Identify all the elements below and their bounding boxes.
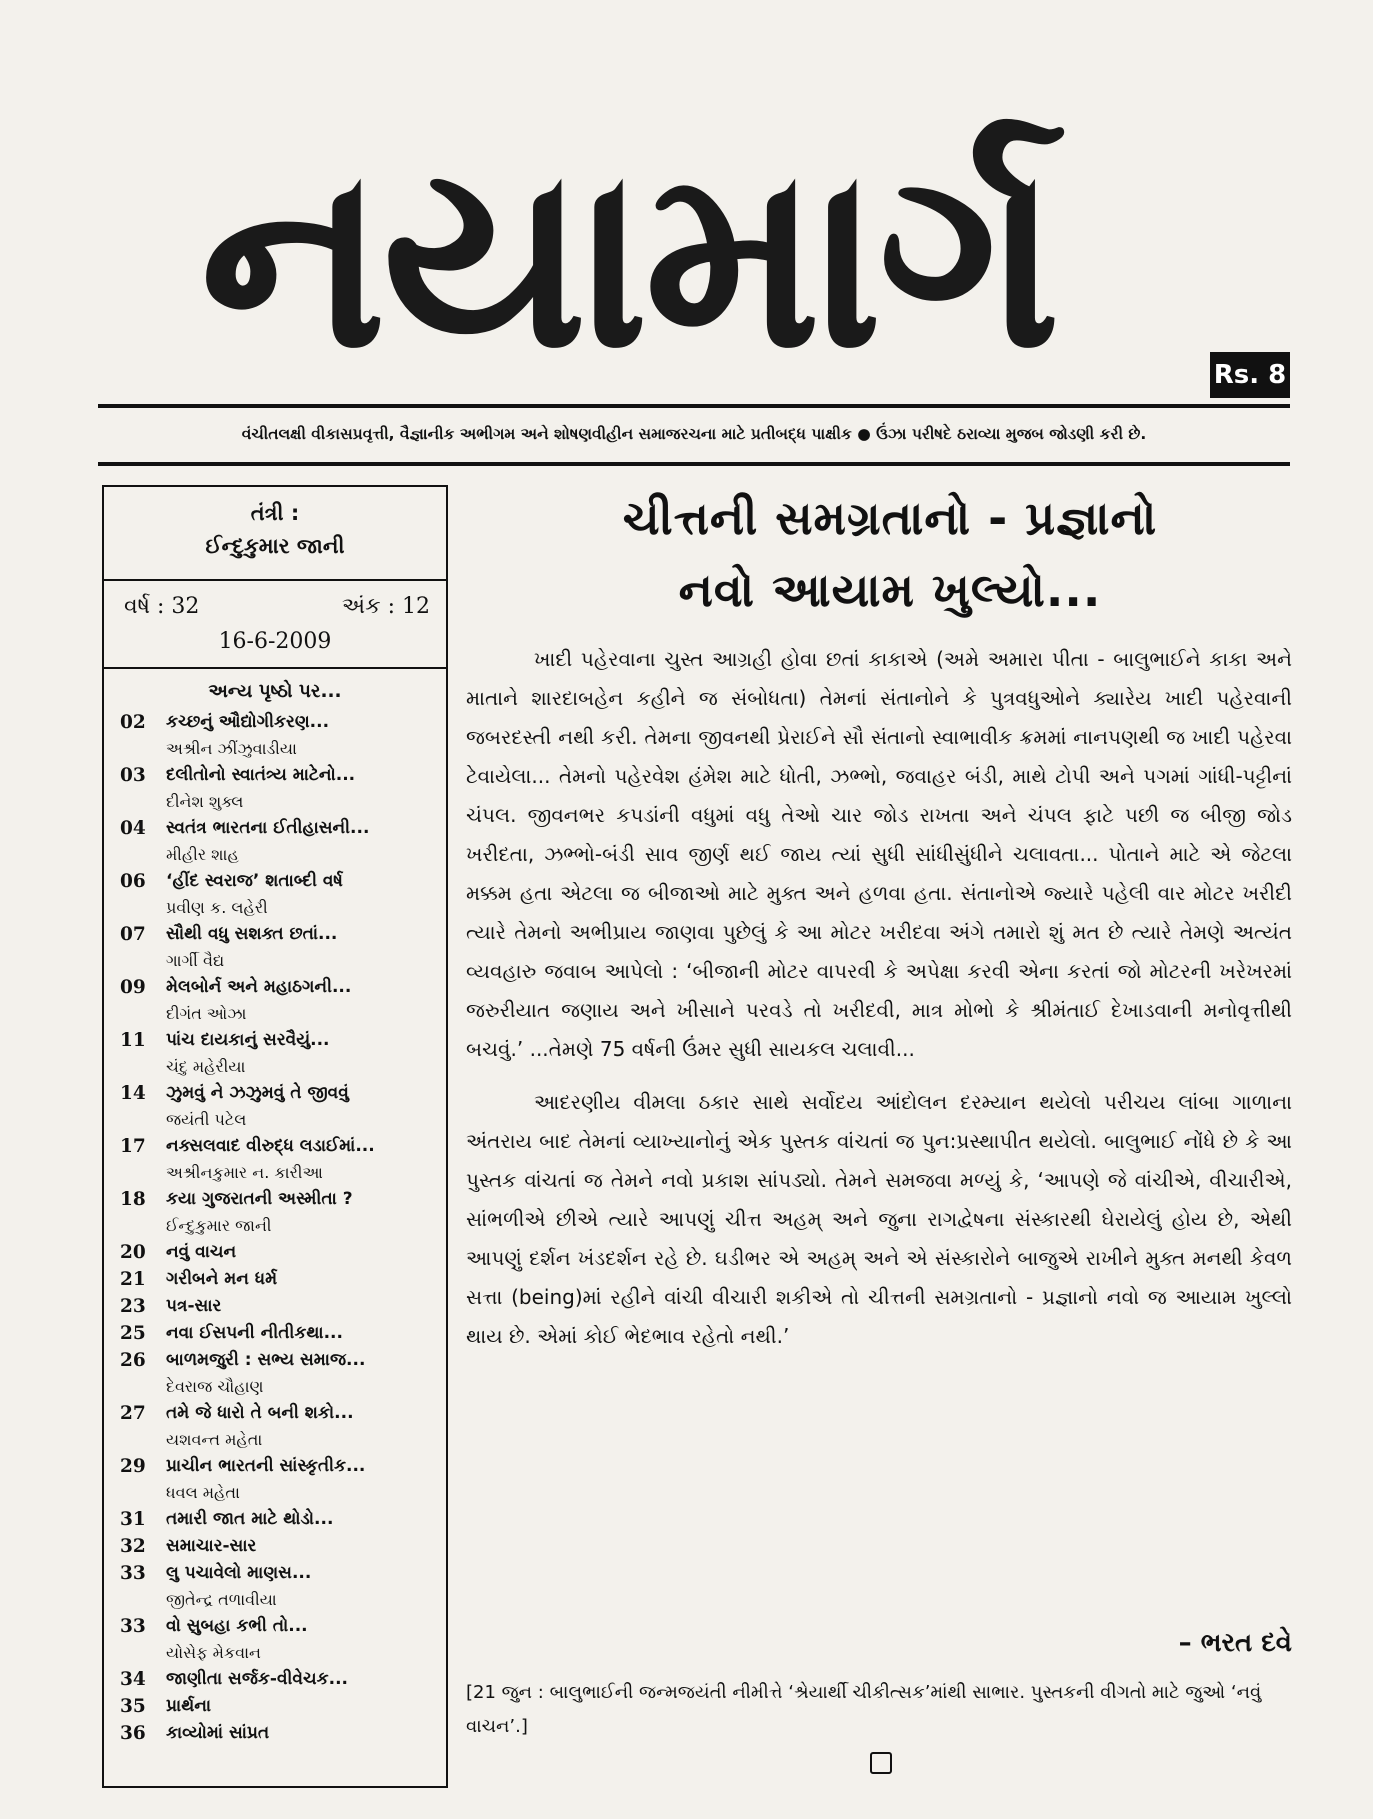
toc-page-number: 09 bbox=[120, 977, 146, 998]
toc-page-number: 34 bbox=[120, 1669, 146, 1690]
toc-title: સ્વતંત્ર ભારતના ઈતીહાસની... bbox=[166, 818, 370, 838]
source-note: [21 જુન : બાલુભાઈની જન્મજયંતી નીમીત્તે ‘શ્રેયાર્થી ચીકીત્સક’માંથી સાભાર. પુસ્તકની વીગતો માટે જુઓ ‘નવું વાચન’.] bbox=[466, 1682, 1262, 1737]
toc-page-number: 31 bbox=[120, 1509, 146, 1530]
toc-title: લુ પચાવેલો માણસ... bbox=[166, 1563, 312, 1583]
issue-number: અંક : 12 bbox=[341, 594, 430, 619]
toc-page-number: 25 bbox=[120, 1323, 146, 1344]
toc-item bbox=[104, 1693, 446, 1720]
article-author: – ભરત દવે bbox=[1178, 1628, 1292, 1658]
toc-page-number: 32 bbox=[120, 1536, 146, 1557]
toc-title: નક્સલવાદ વીરુદ્ધ લડાઈમાં... bbox=[166, 1136, 375, 1156]
toc-page-number: 18 bbox=[120, 1189, 146, 1210]
toc-page-number: 33 bbox=[120, 1616, 146, 1637]
toc-item bbox=[104, 1400, 446, 1453]
toc-item bbox=[104, 1506, 446, 1533]
toc-item bbox=[104, 1347, 446, 1400]
toc-item bbox=[104, 1293, 446, 1320]
toc-page-number: 11 bbox=[120, 1030, 146, 1051]
article-body bbox=[466, 640, 1292, 1356]
price-badge: Rs. 8 bbox=[1210, 352, 1290, 398]
toc-title: ગરીબને મન ધર્મ bbox=[166, 1269, 278, 1289]
toc-page-number: 04 bbox=[120, 818, 146, 839]
toc-author: દીગંત ઓઝા bbox=[166, 1004, 247, 1023]
toc-author: ગાર્ગી વૈદ્ય bbox=[166, 951, 225, 970]
toc-item bbox=[104, 921, 446, 974]
toc-title: નવું વાચન bbox=[166, 1242, 237, 1262]
masthead-title: નયામાર્ગ bbox=[200, 112, 1057, 403]
toc-page-number: 33 bbox=[120, 1563, 146, 1584]
toc-title: કચ્છનું ઔદ્યોગીકરણ... bbox=[166, 712, 330, 732]
toc-item bbox=[104, 815, 446, 868]
toc-title: ઝુમવું ને ઝઝુમવું તે જીવવું bbox=[166, 1083, 349, 1103]
toc-divider bbox=[104, 667, 446, 669]
toc-item bbox=[104, 1533, 446, 1560]
toc-page-number: 02 bbox=[120, 712, 146, 733]
toc-title: પત્ર-સાર bbox=[166, 1296, 222, 1316]
toc-item bbox=[104, 1320, 446, 1347]
editor-label: તંત્રી : bbox=[250, 501, 300, 525]
toc-author: મીહીર શાહ bbox=[166, 845, 239, 864]
toc-author: દેવરાજ ચૌહાણ bbox=[166, 1377, 264, 1396]
toc-page-number: 26 bbox=[120, 1350, 146, 1371]
toc-page-number: 21 bbox=[120, 1269, 146, 1290]
masthead-rule-top bbox=[98, 404, 1290, 408]
toc-item bbox=[104, 1720, 446, 1747]
editor-name: ઈન્દુકુમાર જાની bbox=[205, 534, 345, 558]
toc-item bbox=[104, 1027, 446, 1080]
toc-title: પાંચ દાયકાનું સરવૈયું... bbox=[166, 1030, 330, 1050]
toc-author: અશ્રીન ઝીંઝુવાડીયા bbox=[166, 739, 297, 758]
toc-page-number: 20 bbox=[120, 1242, 146, 1263]
headline-line-1: ચીત્તની સમગ્રતાનો - પ્રજ્ઞાનો bbox=[622, 491, 1158, 545]
toc-title: કયા ગુજરાતની અસ્મીતા ? bbox=[166, 1189, 353, 1209]
toc-page-number: 27 bbox=[120, 1403, 146, 1424]
toc-author: અશ્રીનકુમાર ન. કારીઆ bbox=[166, 1163, 323, 1182]
end-mark-icon bbox=[870, 1752, 892, 1774]
table-of-contents bbox=[104, 709, 446, 1747]
toc-item bbox=[104, 1186, 446, 1239]
toc-title: મેલબોર્ન અને મહાઠગની... bbox=[166, 977, 352, 997]
toc-item bbox=[104, 1133, 446, 1186]
toc-page-number: 36 bbox=[120, 1723, 146, 1744]
toc-title: ‘હીંદ સ્વરાજ’ શતાબ્દી વર્ષ bbox=[166, 871, 343, 891]
sidebar bbox=[102, 485, 448, 1788]
toc-title: જાણીતા સર્જક-વીવેચક... bbox=[166, 1669, 348, 1689]
toc-item bbox=[104, 974, 446, 1027]
headline-line-2: નવો આયામ ખુલ્યો... bbox=[678, 563, 1102, 617]
toc-page-number: 07 bbox=[120, 924, 146, 945]
toc-item bbox=[104, 1453, 446, 1506]
toc-title: પ્રાર્થના bbox=[166, 1696, 212, 1716]
issue-info bbox=[104, 589, 446, 625]
masthead-rule-bottom bbox=[98, 462, 1290, 466]
year-label: વર્ષ : 32 bbox=[124, 594, 200, 619]
toc-item bbox=[104, 709, 446, 762]
toc-page-number: 35 bbox=[120, 1696, 146, 1717]
toc-author: યોસેફ મેકવાન bbox=[166, 1643, 261, 1662]
toc-author: પ્રવીણ ક. લહેરી bbox=[166, 898, 268, 917]
toc-title: તમારી જાત માટે થોડો... bbox=[166, 1509, 334, 1529]
issue-date: 16-6-2009 bbox=[218, 629, 332, 654]
toc-page-number: 29 bbox=[120, 1456, 146, 1477]
toc-title: કાવ્યોમાં સાંપ્રત bbox=[166, 1723, 270, 1743]
toc-title: નવા ઈસપની નીતીકથા... bbox=[166, 1323, 343, 1343]
toc-page-number: 06 bbox=[120, 871, 146, 892]
toc-page-number: 03 bbox=[120, 765, 146, 786]
toc-item bbox=[104, 868, 446, 921]
toc-item bbox=[104, 1560, 446, 1613]
toc-title: દલીતોનો સ્વાતંત્ર્ય માટેનો... bbox=[166, 765, 356, 785]
editor-divider bbox=[104, 579, 446, 581]
toc-title: બાળમજુરી : સભ્ય સમાજ... bbox=[166, 1350, 366, 1370]
toc-author: જયંતી પટેલ bbox=[166, 1110, 247, 1129]
toc-page-number: 23 bbox=[120, 1296, 146, 1317]
toc-heading: અન્ય પૃષ્ઠો પર... bbox=[208, 681, 342, 702]
article-paragraph: ખાદી પહેરવાના ચુસ્ત આગ્રહી હોવા છતાં કાકાએ (અમે અમારા પીતા - બાલુભાઈને કાકા અને માતાને શારદાબહેન કહીને જ સંબોધતા) તેમનાં સંતાનોને કે પુત્રવધુઓને ક્યારેય ખાદી પહેરવાની જબરદસ્તી નથી કરી. તેમના જીવનથી પ્રેરાઈને સૌ સંતાનો સ્વાભાવીક ક્રમમાં નાનપણથી જ ખાદી પહેરવા ટેવાયેલા... તેમનો પહેરવેશ હંમેશ માટે ધોતી, ઝભ્ભો, જવાહર બંડી, માથે ટોપી અને પગમાં ગાંધી-પટ્ટીનાં ચંપલ. જીવનભર કપડાંની વધુમાં વધુ તેઓ ચાર જોડ રાખતા અને ચંપલ ફાટે પછી જ બીજી જોડ ખરીદતા, ઝભ્ભો-બંડી સાવ જીર્ણ થઈ જાય ત્યાં સુધી સાંધીસુંધીને ચલાવતા... પોતાને માટે એ જેટલા મક્કમ હતા એટલા જ બીજાઓ માટે મુક્ત અને હળવા હતા. સંતાનોએ જ્યારે પહેલી વાર મોટર ખરીદી ત્યારે તેમનો અભીપ્રાય જાણવા પુછેલું કે આ મોટર ખરીદવા અંગે તમારો શું મત છે ત્યારે તેમણે અત્યંત વ્યવહારુ જવાબ આપેલો : ‘બીજાની મોટર વાપરવી કે અપેક્ષા કરવી એના કરતાં જો મોટરની ખરેખરમાં જરુરીયાત જણાય અને ખીસાને પરવડે તો ખરીદવી, માત્ર મોભો કે શ્રીમંતાઈ દેખાડવાની મનોવૃત્તીથી બચવું.’ ...તેમણે 75 વર્ષની ઉંમર સુધી સાયકલ ચલાવી... bbox=[466, 647, 1292, 1061]
toc-item bbox=[104, 1613, 446, 1666]
toc-author: ઈન્દુકુમાર જાની bbox=[166, 1216, 272, 1235]
toc-author: ધવલ મહેતા bbox=[166, 1483, 240, 1502]
toc-page-number: 17 bbox=[120, 1136, 146, 1157]
toc-author: જીતેન્દ્ર તળાવીયા bbox=[166, 1590, 277, 1609]
article-paragraph: આદરણીય વીમલા ઠકાર સાથે સર્વોદય આંદોલન દરમ્યાન થયેલો પરીચય લાંબા ગાળાના અંતરાય બાદ તેમનાં વ્યાખ્યાનોનું એક પુસ્તક વાંચતાં જ પુન:પ્રસ્થાપીત થયેલો. બાલુભાઈ નોંધે છે કે આ પુસ્તક વાંચતાં જ તેમને નવો પ્રકાશ સાંપડ્યો. તેમને સમજવા મળ્યું કે, ‘આપણે જે વાંચીએ, વીચારીએ, સાંભળીએ છીએ ત્યારે આપણું ચીત્ત અહમ્ અને જુના રાગદ્વેષના સંસ્કારથી ઘેરાયેલું હોય છે, એથી આપણું દર્શન ખંડદર્શન રહે છે. ઘડીભર એ અહમ્ અને એ સંસ્કારોને બાજુએ રાખીને મુક્ત મનથી કેવળ સત્તા (being)માં રહીને વાંચી વીચારી શકીએ તો ચીત્તની સમગ્રતાનો - પ્રજ્ઞાનો નવો જ આયામ ખુલ્લો થાય છે. એમાં કોઈ ભેદભાવ રહેતો નથી.’ bbox=[466, 1090, 1292, 1348]
toc-item bbox=[104, 1266, 446, 1293]
toc-item bbox=[104, 1666, 446, 1693]
toc-item bbox=[104, 1239, 446, 1266]
toc-page-number: 14 bbox=[120, 1083, 146, 1104]
toc-item bbox=[104, 762, 446, 815]
toc-author: દીનેશ શુક્લ bbox=[166, 792, 244, 811]
toc-author: યશવન્ત મહેતા bbox=[166, 1430, 263, 1449]
tagline: વંચીતલક્ષી વીકાસપ્રવૃત્તી, વૈજ્ઞાનીક અભીગમ અને શોષણવીહીન સમાજરચના માટે પ્રતીબદ્ધ પાક્ષીક ● ઉંઝા પરીષદે ઠરાવ્યા મુજબ જોડણી કરી છે. bbox=[241, 425, 1147, 443]
toc-title: સમાચાર-સાર bbox=[166, 1536, 257, 1556]
toc-title: સૌથી વધુ સશક્ત છતાં... bbox=[166, 924, 338, 944]
toc-title: પ્રાચીન ભારતની સાંસ્કૃતીક... bbox=[166, 1456, 366, 1476]
toc-item bbox=[104, 1080, 446, 1133]
toc-author: ચંદુ મહેરીયા bbox=[166, 1057, 246, 1076]
toc-title: વો સુબહા કભી તો... bbox=[166, 1616, 308, 1636]
toc-title: તમે જે ધારો તે બની શકો... bbox=[166, 1403, 354, 1423]
